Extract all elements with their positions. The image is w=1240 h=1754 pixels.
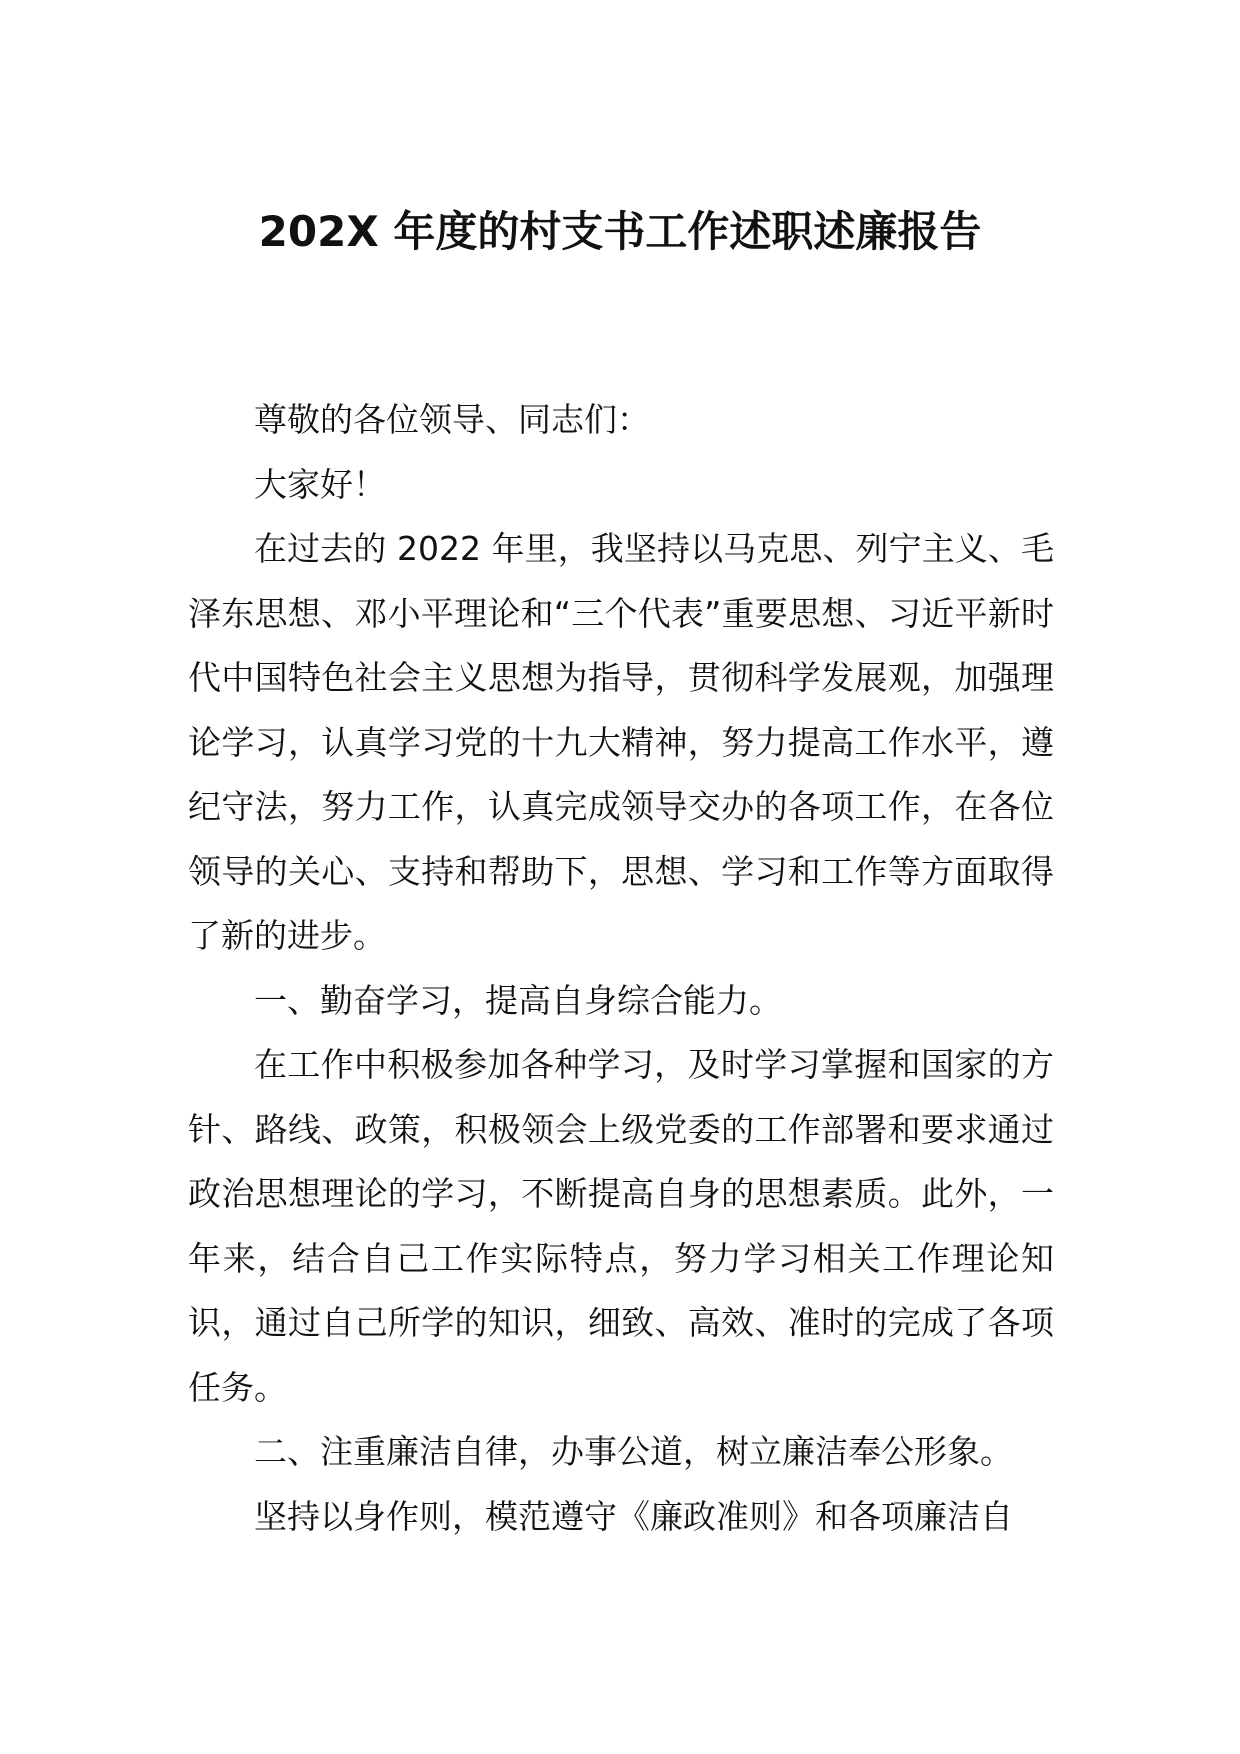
section-1-paragraph: 在工作中积极参加各种学习，及时学习掌握和国家的方针、路线、政策，积极领会上级党委的工作部署和要求通过政治思想理论的学习，不断提高自身的思想素质。此外，一年来，结合自己工作实际特点，努力学习相关工作理论知识，通过自己所学的知识，细致、高效、准时的完成了各项任务。 [188, 1045, 1054, 1407]
salutation-paragraph: 尊敬的各位领导、同志们： [254, 400, 650, 439]
greeting-paragraph: 大家好！ [254, 464, 386, 504]
section-heading-1: 一、勤奋学习，提高自身综合能力。 [254, 980, 782, 1020]
document-title: 202X 年度的村支书工作述职述廉报告 [258, 207, 982, 256]
document-body [188, 388, 1054, 1549]
section-2-paragraph: 坚持以身作则，模范遵守《廉政准则》和各项廉洁自 [254, 1496, 1013, 1536]
section-heading-2: 二、注重廉洁自律，办事公道，树立廉洁奉公形象。 [254, 1432, 1013, 1471]
intro-paragraph: 在过去的 2022 年里，我坚持以马克思、列宁主义、毛泽东思想、邓小平理论和“三个代表”重要思想、习近平新时代中国特色社会主义思想为指导，贯彻科学发展观，加强理论学习，认真学习党的十九大精神，努力提高工作水平，遵纪守法，努力工作，认真完成领导交办的各项工作，在各位领导的关心、支持和帮助下，思想、学习和工作等方面取得了新的进步。 [188, 529, 1054, 955]
